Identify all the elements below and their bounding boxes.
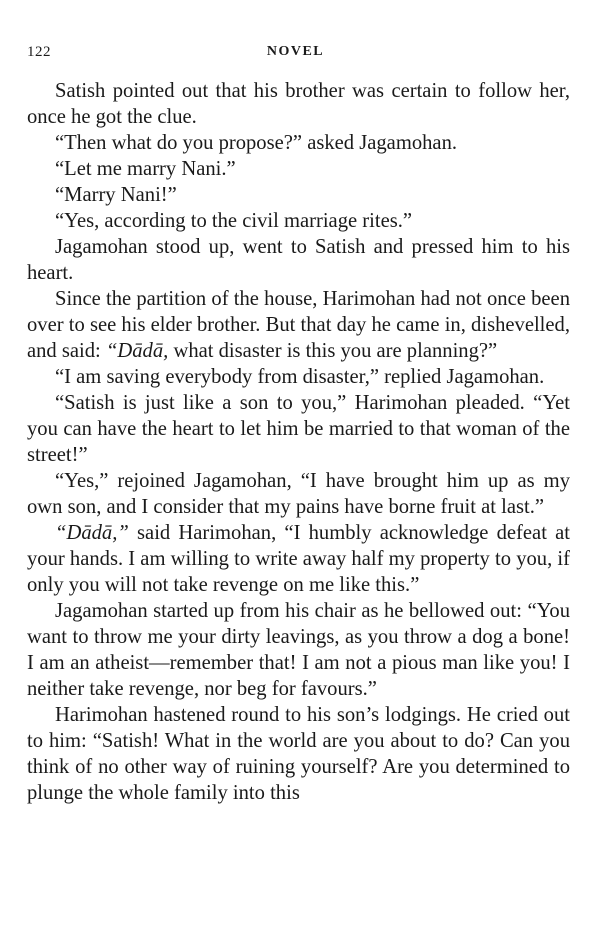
paragraph bbox=[27, 520, 570, 598]
paragraph bbox=[27, 286, 570, 364]
text-run: Jagamohan stood up, went to Satish and pressed him to his heart. bbox=[27, 236, 570, 284]
text-run: said Harimohan, “I humbly acknowledge defeat at your hands. I am willing to write away half my property to you, if only you will not take revenge on me like this.” bbox=[27, 522, 570, 596]
italic-text-run: “Dādā, bbox=[105, 340, 169, 362]
running-head bbox=[27, 44, 564, 68]
text-run: Jagamohan started up from his chair as he bellowed out: “You want to throw me your dirty leavings, as you throw a dog a bone! I am an atheist—remember that! I am not a pious man like you! I neither take revenge, nor beg for favours.” bbox=[27, 600, 570, 700]
italic-text-run: “Dādā,” bbox=[55, 522, 129, 544]
text-run: “Marry Nani!” bbox=[55, 184, 177, 206]
text-run: “Yes,” rejoined Jagamohan, “I have brought him up as my own son, and I consider that my pains have borne fruit at last.” bbox=[27, 470, 570, 518]
paragraph bbox=[27, 390, 570, 468]
text-run: what disaster is this you are planning?” bbox=[168, 340, 498, 362]
text-run: Harimohan hastened round to his son’s lodgings. He cried out to him: “Satish! What in the world are you about to do? Can you think of no other way of ruining yourself? Are you determined to plunge the whole family into this bbox=[27, 704, 570, 804]
text-run: “Then what do you propose?” asked Jagamohan. bbox=[55, 132, 458, 154]
paragraph bbox=[27, 208, 570, 234]
running-title: NOVEL bbox=[266, 44, 325, 59]
page-number: 122 bbox=[27, 44, 51, 60]
paragraph bbox=[27, 234, 570, 286]
text-run: “Satish is just like a son to you,” Harimohan pleaded. “Yet you can have the heart to let him be married to that woman of the street!” bbox=[27, 392, 570, 466]
text-run: “Let me marry Nani.” bbox=[55, 158, 236, 180]
paragraph bbox=[27, 468, 570, 520]
paragraph bbox=[27, 702, 570, 806]
text-run: “Yes, according to the civil marriage rites.” bbox=[55, 210, 413, 232]
text-run: Since the partition of the house, Harimohan had not once been over to see his elder brother. But that day he came in, dishevelled, and said: bbox=[27, 288, 570, 362]
paragraph bbox=[27, 130, 570, 156]
text-run: “I am saving everybody from disaster,” replied Jagamohan. bbox=[55, 366, 545, 388]
paragraph bbox=[27, 182, 570, 208]
paragraph bbox=[27, 156, 570, 182]
paragraph bbox=[27, 78, 570, 130]
body-text bbox=[27, 78, 570, 806]
paragraph bbox=[27, 364, 570, 390]
paragraph bbox=[27, 598, 570, 702]
text-run: Satish pointed out that his brother was certain to follow her, once he got the clue. bbox=[27, 80, 570, 128]
